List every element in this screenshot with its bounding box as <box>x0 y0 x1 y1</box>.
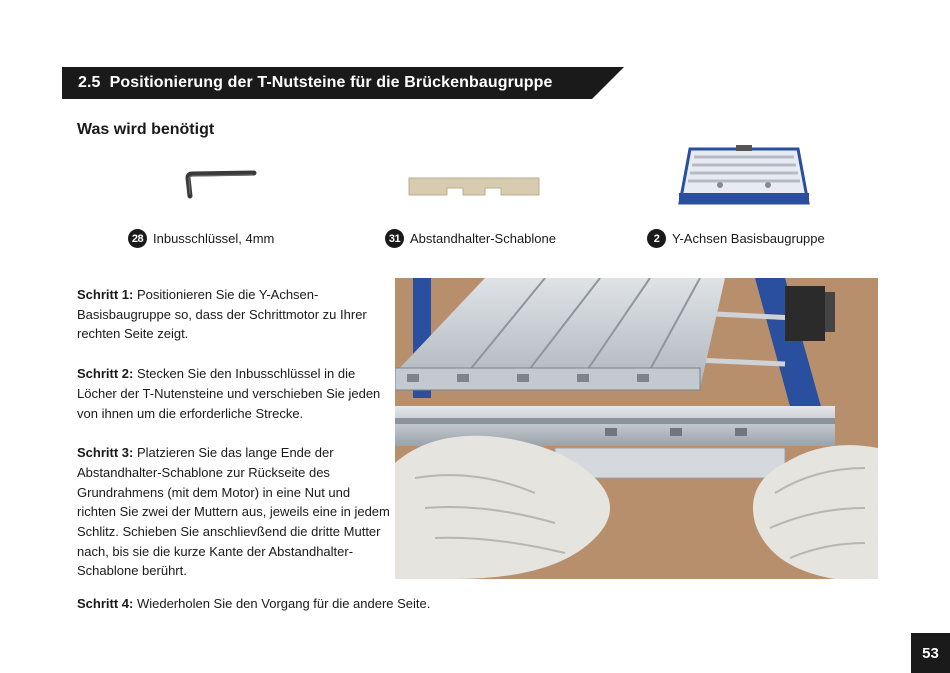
part-label-spacer-template <box>385 229 556 248</box>
part-number-badge: 31 <box>385 229 404 248</box>
step-label: Schritt 4: <box>77 596 134 611</box>
step-2 <box>77 364 392 423</box>
step-4 <box>77 594 430 614</box>
part-number-badge: 2 <box>647 229 666 248</box>
step-text: Positionieren Sie die Y-Achsen-Basisbaugruppe so, dass der Schrittmotor zu Ihrer rechten Seite zeigt. <box>77 287 367 342</box>
step-text: Wiederholen Sie den Vorgang für die andere Seite. <box>133 596 431 611</box>
part-label-y-axis-base <box>647 229 825 248</box>
step-3 <box>77 443 392 581</box>
needed-heading: Was wird benötigt <box>77 121 215 138</box>
spacer-template-icon <box>407 176 541 198</box>
section-number: 2.5 <box>78 74 101 91</box>
part-name: Inbusschlüssel, 4mm <box>153 231 275 246</box>
y-axis-base-assembly-icon <box>676 143 812 210</box>
step-label: Schritt 3: <box>77 445 134 461</box>
section-banner <box>62 67 624 99</box>
instruction-photo <box>395 278 878 579</box>
step-label: Schritt 1: <box>77 287 134 302</box>
section-heading: Positionierung der T-Nutsteine für die Brückenbaugruppe <box>109 74 553 91</box>
instruction-photo-illustration <box>395 278 878 579</box>
part-name: Abstandhalter-Schablone <box>410 231 556 246</box>
page-number: 53 <box>911 633 950 673</box>
step-list <box>77 285 392 601</box>
step-text: Stecken Sie den Inbusschlüssel in die Löcher der T-Nutensteine und verschieben Sie jeden von ihnen um die erforderliche Strecke. <box>77 366 381 421</box>
part-label-hex-key <box>128 229 274 248</box>
hex-key-icon <box>182 168 260 200</box>
part-name: Y-Achsen Basisbaugruppe <box>672 231 825 246</box>
step-text: Platzieren Sie das lange Ende der Abstandhalter-Schablone zur Rückseite des Grundrahmens (mit dem Motor) in eine Nut und richten Sie zwei der Muttern aus, jeweils eine in jedem Schlitz. Schieben Sie anschlievßend die dritte Mutter nach, bis sie die kurze Kante der Abstandhalter-Schablone berührt. <box>77 445 390 579</box>
step-1 <box>77 285 392 344</box>
step-label: Schritt 2: <box>77 366 134 382</box>
part-number-badge: 28 <box>128 229 147 248</box>
section-title <box>78 74 553 92</box>
